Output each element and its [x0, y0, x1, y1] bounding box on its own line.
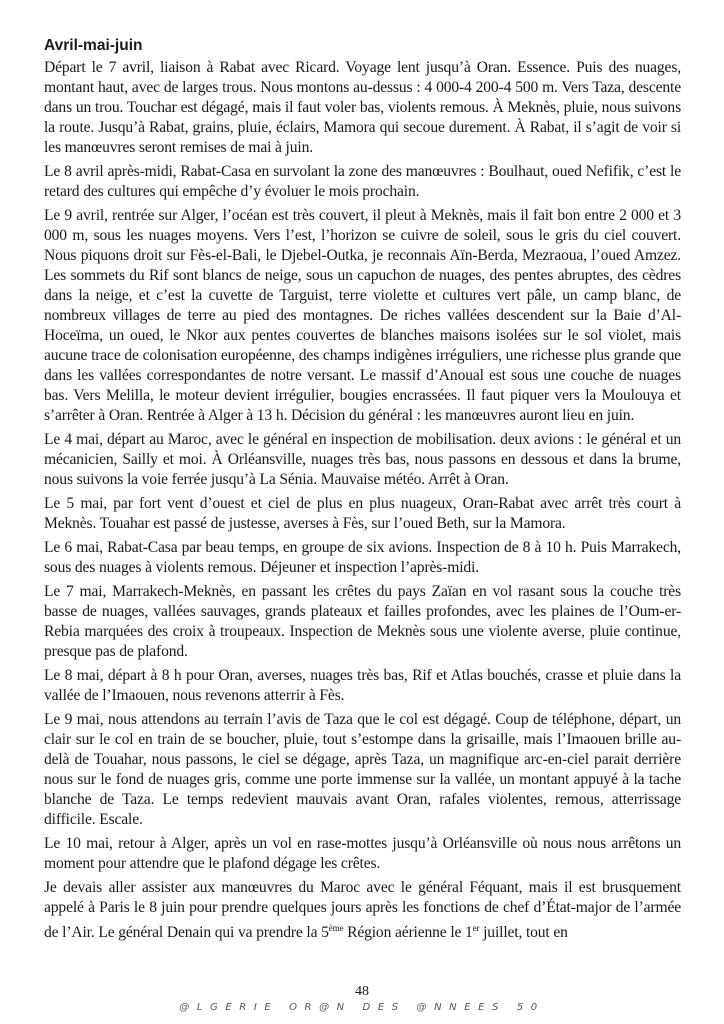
- paragraph-9-avril: Le 9 avril, rentrée sur Alger, l’océan est très couvert, il pleut à Meknès, mais il fait bon entre 2 000 et 3 000 m, sous les nuages moyens. Vers l’est, l’horizon se cuivre de soleil, sous le gris du ciel couvert. Nous piquons droit sur Fès-el-Bali, le Djebel-Outka, je reconnais Aïn-Berda, Mezraoua, l’oued Amzez. Les sommets du Rif sont blancs de neige, sous un capuchon de nuages, des pentes abruptes, des cèdres dans la neige, et c’est la cuvette de Targuist, terre violette et cultures vert pâle, un camp blanc, de nombreux villages de terre au pied des montagnes. De riches vallées descendent sur la Baie d’Al-Hoceïma, un oued, le Nkor aux pentes couvertes de blanches maisons isolées sur le sol violet, mais aucune trace de colonisation européenne, des champs indigènes irréguliers, une richesse plus grande que dans les vallées correspondantes de notre versant. Le massif d’Anoual est sous une couche de nuages bas. Vers Melilla, le moteur devient irrégulier, bougies encrassées. Il faut piquer vers la Moulouya et s’arrêter à Oran. Rentrée à Alger à 13 h. Décision du général : les manœuvres auront lieu en juin.: [44, 207, 681, 424]
- paragraph-7-mai: Le 7 mai, Marrakech-Meknès, en passant les crêtes du pays Zaïan en vol rasant sous la couche très basse de nuages, vallées sauvages, grands plateaux et failles profondes, avec les plaines de l’Oum-er-Rebia marquées des croix à troupeaux. Inspection de Meknès sous une violente averse, pluie continue, presque pas de plafond.: [44, 583, 681, 660]
- paragraph-juin: [44, 878, 681, 943]
- paragraph-8-avril: Le 8 avril après-midi, Rabat-Casa en survolant la zone des manœuvres : Boulhaut, oued Nefifik, c’est le retard des cultures qui empêche d’y évoluer le mois prochain.: [44, 163, 681, 200]
- paragraph-8-mai: Le 8 mai, départ à 8 h pour Oran, averses, nuages très bas, Rif et Atlas bouchés, crasse et pluie dans la vallée de l’Imaouen, nous revenons atterrir à Fès.: [44, 667, 681, 704]
- paragraph-9-mai: Le 9 mai, nous attendons au terrain l’avis de Taza que le col est dégagé. Coup de téléphone, départ, un clair sur le col en train de se boucher, pluie, tout s’estompe dans la grisaille, mais l’Imaouen brille au-delà de Touahar, nous passons, le ciel se dégage, après Taza, un magnifique arc-en-ciel parait derrière nous sur le fond de nuages gris, comme une porte immense sur la vallée, un montant appuyé à la tache blanche de Taza. Le temps redevient mauvais avant Oran, rafales violentes, remous, atterrissage difficile. Escale.: [44, 711, 681, 828]
- paragraph-6-mai: Le 6 mai, Rabat-Casa par beau temps, en groupe de six avions. Inspection de 8 à 10 h. Puis Marrakech, sous des nuages à violents remous. Déjeuner et inspection l’après-midi.: [44, 539, 681, 576]
- document-page: [44, 36, 681, 947]
- section-heading: Avril-mai-juin: [44, 37, 143, 54]
- paragraph-juin-text-start: Je devais aller assister aux manœuvres du Maroc avec le général Féquant, mais il est brusquement appelé à Paris le 8 juin pour prendre quelques jours après les fonctions de chef d’État-major de l’armée de l’Air. Le général Denain qui va prendre la 5: [44, 879, 681, 942]
- paragraph-5-mai: Le 5 mai, par fort vent d’ouest et ciel de plus en plus nuageux, Oran-Rabat avec arrêt très court à Meknès. Touahar est passé de justesse, averses à Fès, sur l’oued Beth, sur la Mamora.: [44, 495, 681, 532]
- page-number: 48: [355, 984, 369, 999]
- paragraph-4-mai: Le 4 mai, départ au Maroc, avec le général en inspection de mobilisation. deux avions : le général et un mécanicien, Sailly et moi. À Orléansville, nuages très bas, nous passons en dessous et dans la brume, nous suivons la voie ferrée jusqu’à La Sénia. Mauvaise météo. Arrêt à Oran.: [44, 431, 681, 488]
- footer-banner: @LGERIE OR@N DES @NNEES 50: [179, 1002, 545, 1013]
- superscript-er: er: [472, 923, 480, 933]
- paragraph-7-avril: Départ le 7 avril, liaison à Rabat avec Ricard. Voyage lent jusqu’à Oran. Essence. Puis des nuages, montant haut, avec de larges trous. Nous montons au-dessus : 4 000-4 200-4 500 m. Vers Taza, descente dans un trou. Touchar est dégagé, mais il faut voler bas, violents remous. À Meknès, pluie, nous suivons la route. Jusqu’à Rabat, grains, pluie, éclairs, Mamora qui secoue durement. À Rabat, il s’agit de voir si les manœuvres seront remises de mai à juin.: [44, 59, 681, 156]
- paragraph-10-mai: Le 10 mai, retour à Alger, après un vol en rase-mottes jusqu’à Orléansville où nous nous arrêtons un moment pour attendre que le plafond dégage les crêtes.: [44, 835, 681, 872]
- paragraph-juin-text-end: juillet, tout en: [479, 924, 568, 942]
- superscript-eme: ème: [328, 923, 344, 933]
- paragraph-juin-text-middle: Région aérienne le 1: [343, 924, 473, 942]
